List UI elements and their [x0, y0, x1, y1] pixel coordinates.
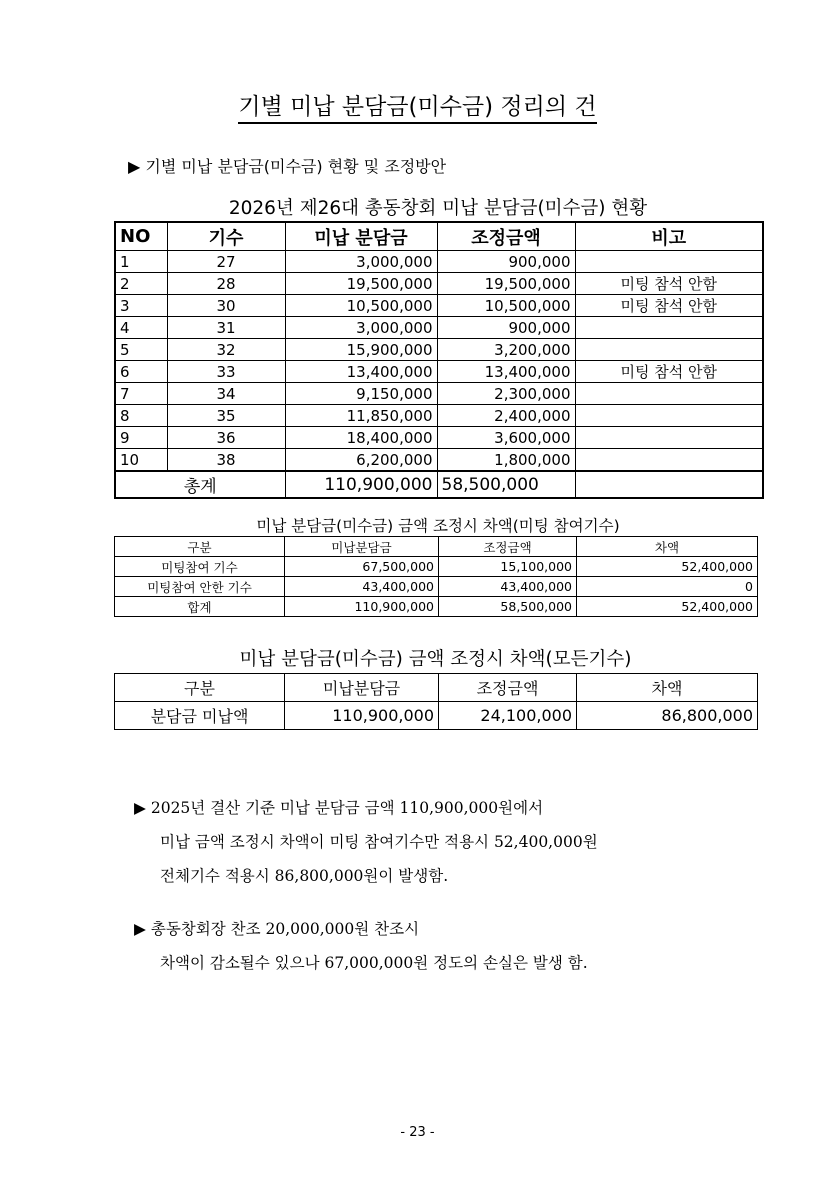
- paragraph-line: 미납 금액 조정시 차액이 미팅 참여기수만 적용시 52,400,000원: [160, 833, 598, 851]
- col-header: 미납분담금: [285, 537, 439, 557]
- col-header: 차액: [577, 537, 758, 557]
- cell-unpaid: 10,500,000: [285, 295, 437, 317]
- table-row: [115, 577, 758, 597]
- cell-no: 9: [115, 427, 167, 449]
- cell-gisu: 27: [167, 251, 285, 273]
- cell-adjusted: 13,400,000: [437, 361, 575, 383]
- page-number: - 23 -: [400, 1125, 435, 1140]
- col-header: 구분: [115, 537, 285, 557]
- cell-no: 7: [115, 383, 167, 405]
- cell-note: [575, 405, 763, 427]
- row-label: 합계: [115, 597, 285, 617]
- cell-no: 6: [115, 361, 167, 383]
- cell-gisu: 38: [167, 449, 285, 472]
- cell-diff: 52,400,000: [577, 597, 758, 617]
- table-row: [115, 273, 763, 295]
- cell-adjusted: 10,500,000: [437, 295, 575, 317]
- cell-no: 1: [115, 251, 167, 273]
- table-row: [115, 251, 763, 273]
- row-label: 분담금 미납액: [115, 702, 285, 730]
- col-header: 조정금액: [437, 222, 575, 251]
- total-label: 총계: [115, 471, 285, 498]
- cell-no: 5: [115, 339, 167, 361]
- cell-note: [575, 339, 763, 361]
- total-unpaid: 110,900,000: [285, 471, 437, 498]
- table-row: [115, 557, 758, 577]
- cell-gisu: 30: [167, 295, 285, 317]
- table-row: [115, 361, 763, 383]
- cell-gisu: 33: [167, 361, 285, 383]
- table-header-row: [115, 674, 758, 702]
- table-header-row: [115, 537, 758, 557]
- total-note: [575, 471, 763, 498]
- table2-caption: 미납 분담금(미수금) 금액 조정시 차액(미팅 참여기수): [256, 517, 620, 535]
- table-row: [115, 597, 758, 617]
- cell-unpaid: 19,500,000: [285, 273, 437, 295]
- table-row: [115, 427, 763, 449]
- cell-unpaid: 67,500,000: [285, 557, 439, 577]
- section-heading: ▶ 기별 미납 분담금(미수금) 현황 및 조정방안: [128, 157, 447, 176]
- paragraph-line: 차액이 감소될수 있으나 67,000,000원 정도의 손실은 발생 함.: [160, 954, 588, 972]
- cell-unpaid: 11,850,000: [285, 405, 437, 427]
- col-header: 조정금액: [439, 537, 577, 557]
- cell-unpaid: 6,200,000: [285, 449, 437, 472]
- table-total-row: [115, 471, 763, 498]
- cell-adjusted: 43,400,000: [439, 577, 577, 597]
- table-row: [115, 383, 763, 405]
- table1-caption: 2026년 제26대 총동창회 미납 분담금(미수금) 현황: [228, 198, 648, 219]
- cell-gisu: 34: [167, 383, 285, 405]
- unpaid-status-table: [114, 221, 764, 499]
- col-header: 비고: [575, 222, 763, 251]
- cell-gisu: 35: [167, 405, 285, 427]
- cell-note: 미팅 참석 안함: [575, 361, 763, 383]
- cell-adjusted: 58,500,000: [439, 597, 577, 617]
- paragraph-line: 전체기수 적용시 86,800,000원이 발생함.: [160, 867, 449, 885]
- paragraph-line: ▶ 총동창회장 찬조 20,000,000원 찬조시: [134, 920, 420, 938]
- col-header: 구분: [115, 674, 285, 702]
- table-row: [115, 295, 763, 317]
- cell-note: [575, 317, 763, 339]
- cell-adjusted: 19,500,000: [437, 273, 575, 295]
- cell-unpaid: 13,400,000: [285, 361, 437, 383]
- cell-unpaid: 3,000,000: [285, 317, 437, 339]
- cell-gisu: 32: [167, 339, 285, 361]
- page-title: 기별 미납 분담금(미수금) 정리의 건: [0, 88, 835, 121]
- cell-adjusted: 2,300,000: [437, 383, 575, 405]
- cell-unpaid: 3,000,000: [285, 251, 437, 273]
- col-header: NO: [115, 222, 167, 251]
- cell-adjusted: 24,100,000: [439, 702, 577, 730]
- col-header: 차액: [577, 674, 758, 702]
- all-diff-table: [114, 673, 758, 730]
- cell-unpaid: 9,150,000: [285, 383, 437, 405]
- cell-adjusted: 1,800,000: [437, 449, 575, 472]
- cell-diff: 52,400,000: [577, 557, 758, 577]
- row-label: 미팅참여 기수: [115, 557, 285, 577]
- cell-unpaid: 110,900,000: [285, 702, 439, 730]
- cell-unpaid: 18,400,000: [285, 427, 437, 449]
- table-row: [115, 339, 763, 361]
- cell-no: 8: [115, 405, 167, 427]
- paragraph-line: ▶ 2025년 결산 기준 미납 분담금 금액 110,900,000원에서: [134, 799, 544, 817]
- cell-diff: 86,800,000: [577, 702, 758, 730]
- cell-no: 10: [115, 449, 167, 472]
- cell-gisu: 36: [167, 427, 285, 449]
- cell-unpaid: 43,400,000: [285, 577, 439, 597]
- cell-gisu: 28: [167, 273, 285, 295]
- table-row: [115, 405, 763, 427]
- col-header: 조정금액: [439, 674, 577, 702]
- col-header: 기수: [167, 222, 285, 251]
- paragraph-sponsorship: [134, 912, 588, 980]
- total-adjusted: 58,500,000: [437, 471, 575, 498]
- paragraph-settlement: [134, 791, 598, 893]
- table3-caption: 미납 분담금(미수금) 금액 조정시 차액(모든기수): [239, 649, 632, 670]
- cell-no: 3: [115, 295, 167, 317]
- cell-gisu: 31: [167, 317, 285, 339]
- table-row: [115, 317, 763, 339]
- cell-no: 2: [115, 273, 167, 295]
- table-row: [115, 702, 758, 730]
- cell-adjusted: 2,400,000: [437, 405, 575, 427]
- cell-no: 4: [115, 317, 167, 339]
- cell-unpaid: 110,900,000: [285, 597, 439, 617]
- cell-note: [575, 449, 763, 472]
- table-header-row: [115, 222, 763, 251]
- col-header: 미납분담금: [285, 674, 439, 702]
- cell-adjusted: 3,200,000: [437, 339, 575, 361]
- cell-adjusted: 900,000: [437, 317, 575, 339]
- cell-note: 미팅 참석 안함: [575, 273, 763, 295]
- row-label: 미팅참여 안한 기수: [115, 577, 285, 597]
- cell-note: [575, 383, 763, 405]
- cell-note: 미팅 참석 안함: [575, 295, 763, 317]
- cell-adjusted: 15,100,000: [439, 557, 577, 577]
- cell-adjusted: 3,600,000: [437, 427, 575, 449]
- col-header: 미납 분담금: [285, 222, 437, 251]
- cell-diff: 0: [577, 577, 758, 597]
- cell-adjusted: 900,000: [437, 251, 575, 273]
- meeting-diff-table: [114, 536, 758, 617]
- cell-unpaid: 15,900,000: [285, 339, 437, 361]
- cell-note: [575, 251, 763, 273]
- table-row: [115, 449, 763, 472]
- cell-note: [575, 427, 763, 449]
